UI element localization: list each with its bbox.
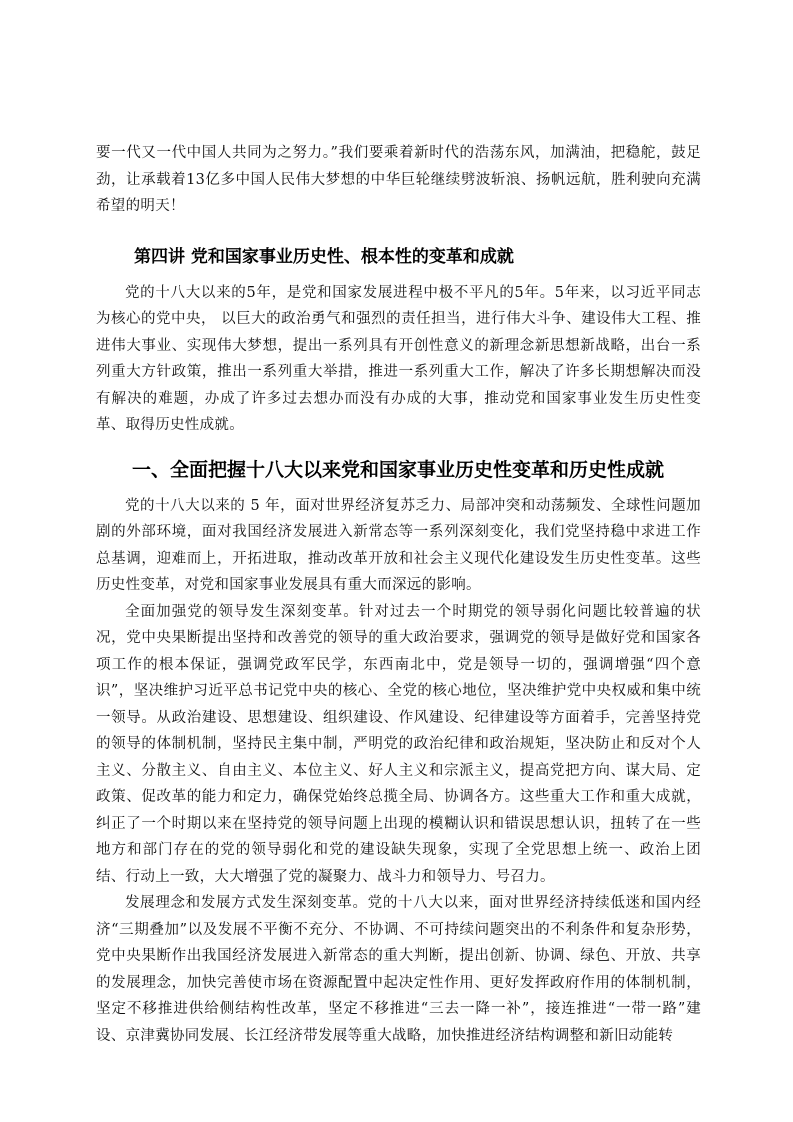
lecture-paragraph: 党的十八大以来的5年，是党和国家发展进程中极不平凡的5年。5年来，以习近平同志为核心的党中央， 以巨大的政治勇气和强烈的责任担当，进行伟大斗争、建设伟大工程、推进伟大事业、实现伟大梦想，提出一系列具有开创性意义的新理念新思想新战略，出台一系列重大方针政策，推出一系列重大举措，推进一系列重大工作，解决了许多长期想解决而没有解决的难题，办成了许多过去想办而没有办成的大事，推动党和国家事业发生历史性变革、取得历史性成就。: [96, 284, 701, 433]
section-heading: 一、全面把握十八大以来党和国家事业历史性变革和历史性成就: [132, 458, 665, 481]
section-paragraph-2: 全面加强党的领导发生深刻变革。针对过去一个时期党的领导弱化问题比较普遍的状况，党中央果断提出坚持和改善党的领导的重大政治要求，强调党的领导是做好党和国家各项工作的根本保证，强调党政军民学，东西南北中，党是领导一切的，强调增强“四个意识”，坚决维护习近平总书记党中央的核心、全党的核心地位，坚决维护党中央权威和集中统一领导。从政治建设、思想建设、组织建设、作风建设、纪律建设等方面着手，完善坚持党的领导的体制机制，坚持民主集中制，严明党的政治纪律和政治规矩，坚决防止和反对个人主义、分散主义、自由主义、本位主义、好人主义和宗派主义，提高党把方向、谋大局、定政策、促改革的能力和定力，确保党始终总揽全局、协调各方。这些重大工作和重大成就，纠正了一个时期以来在坚持党的领导问题上出现的模糊认识和错误思想认识，扭转了在一些地方和部门存在的党的领导弱化和党的建设缺失现象，实现了全党思想上统一、政治上团结、行动上一致，大大增强了党的凝聚力、战斗力和领导力、号召力。: [96, 603, 701, 885]
intro-paragraph: 要一代又一代中国人共同为之努力。”我们要乘着新时代的浩荡东风，加满油，把稳舵，鼓足劲，让承载着13亿多中国人民伟大梦想的中华巨轮继续劈波斩浪、扬帆远航，胜利驶向充满希望的明天！: [96, 145, 701, 214]
document-body: [96, 140, 701, 1049]
section-paragraph-3: 发展理念和发展方式发生深刻变革。党的十八大以来，面对世界经济持续低迷和国内经济“三期叠加”以及发展不平衡不充分、不协调、不可持续问题突出的不利条件和复杂形势，党中央果断作出我国经济发展进入新常态的重大判断，提出创新、协调、绿色、开放、共享的发展理念，加快完善使市场在资源配置中起决定性作用、更好发挥政府作用的体制机制，坚定不移推进供给侧结构性改革，坚定不移推进“三去一降一补”，接连推进“一带一路”建设、京津冀协同发展、长江经济带发展等重大战略，加快推进经济结构调整和新旧动能转: [96, 895, 701, 1044]
section-paragraph-1: 党的十八大以来的 5 年，面对世界经济复苏乏力、局部冲突和动荡频发、全球性问题加剧的外部环境，面对我国经济发展进入新常态等一系列深刻变化，我们党坚持稳中求进工作总基调，迎难而上，开拓进取，推动改革开放和社会主义现代化建设发生历史性变革。这些历史性变革，对党和国家事业发展具有重大而深远的影响。: [96, 497, 701, 593]
lecture-heading: 第四讲 党和国家事业历史性、根本性的变革和成就: [134, 246, 514, 267]
